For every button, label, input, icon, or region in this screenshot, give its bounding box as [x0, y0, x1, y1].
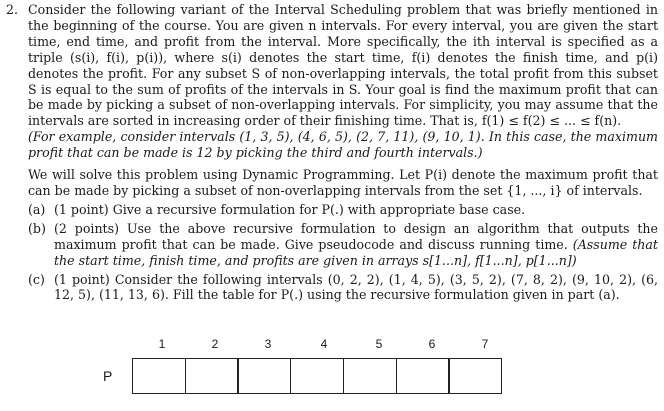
table-cell[interactable] [448, 358, 502, 394]
column-header: 2 [211, 337, 219, 351]
column-header: 1 [158, 337, 166, 351]
column-header: 5 [375, 337, 383, 351]
part-text: (1 point) Consider the following intervals (0, 2, 2), (1, 4, 5), (3, 5, 2), (7, 8, 2), (9, 10, 2), (6, 12, 5), (11, 13, 6). Fill the table for P(.) using the recursive formulation given in part (a). [54, 271, 658, 303]
part-label: (c) [28, 271, 45, 287]
profit-table [0, 332, 664, 407]
table-cell[interactable] [343, 358, 397, 394]
column-header: 7 [481, 337, 489, 351]
sub-parts [28, 202, 658, 303]
table-cell[interactable] [396, 358, 450, 394]
table-cell[interactable] [132, 358, 186, 394]
problem-number: 2. [6, 2, 19, 17]
table-cell[interactable] [185, 358, 239, 394]
table-cell[interactable] [237, 358, 291, 394]
column-header: 4 [320, 337, 328, 351]
part-c [28, 272, 658, 304]
part-note: (Assume that the start time, finish time, and profits are given in arrays s[1...n], f[1...n], p[1...n]) [54, 236, 658, 268]
problem-intro: Consider the following variant of the Interval Scheduling problem that was briefly mentioned in the beginning of the course. You are given n intervals. For every interval, you are given the start time, end time, and profit from the interval. More specifically, the ith interval is specified as a triple (s(i), f(i), p(i)), where s(i) denotes the start time, f(i) denotes the finish time, and p(i) denotes the profit. For any subset S of non-overlapping intervals, the total profit from this subset S is equal to the sum of profits of the intervals in S. Your goal is find the maximum profit that can be made by picking a subset of non-overlapping intervals. For simplicity, you may assume that the intervals are sorted in increasing order of their finishing time. That is, f(1) ≤ f(2) ≤ ... ≤ f(n). [28, 2, 658, 129]
table-cells [132, 358, 502, 394]
part-a [28, 202, 658, 218]
column-header: 3 [264, 337, 272, 351]
dp-intro: We will solve this problem using Dynamic Programming. Let P(i) denote the maximum profit that can be made by picking a subset of non-overlapping intervals from the set {1, ..., i} of intervals. [28, 167, 658, 198]
row-label: P [103, 368, 113, 384]
part-label: (a) [28, 201, 46, 217]
problem-2 [6, 2, 658, 303]
table-cell[interactable] [290, 358, 344, 394]
part-text: (2 points) Use the above recursive formulation to design an algorithm that outputs the maximum profit that can be made. Give pseudocode and discuss running time. [54, 220, 658, 252]
column-header: 6 [428, 337, 436, 351]
part-text: (1 point) Give a recursive formulation for P(.) with appropriate base case. [54, 201, 526, 217]
part-b [28, 221, 658, 269]
problem-example: (For example, consider intervals (1, 3, 5), (4, 6, 5), (2, 7, 11), (9, 10, 1). In this case, the maximum profit that can be made is 12 by picking the third and fourth intervals.) [28, 129, 658, 161]
part-label: (b) [28, 220, 46, 236]
